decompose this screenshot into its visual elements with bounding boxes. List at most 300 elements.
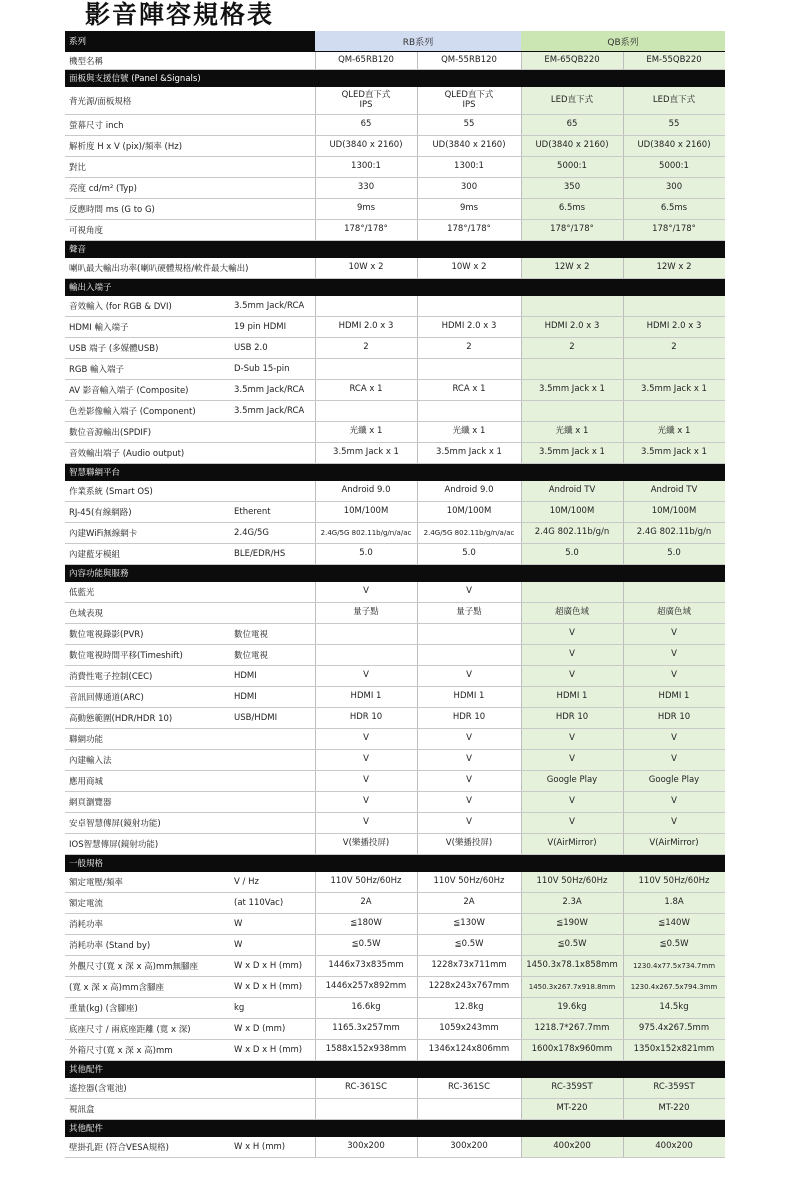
- spec-value: HDR 10: [657, 712, 691, 723]
- spec-row: [65, 603, 725, 624]
- spec-label: 內建WiFi無線網卡: [69, 529, 138, 539]
- spec-value: V: [671, 754, 677, 765]
- spec-value: ≦140W: [658, 918, 690, 929]
- spec-value: 55: [463, 119, 475, 130]
- spec-label: 反應時間 ms (G to G): [69, 205, 155, 215]
- spec-value: V: [363, 796, 369, 807]
- spec-value: 110V 50Hz/60Hz: [330, 876, 402, 887]
- spec-sub: V / Hz: [234, 877, 259, 887]
- spec-value: 10W x 2: [451, 262, 487, 273]
- spec-row: [65, 136, 725, 157]
- spec-value: ≦190W: [556, 918, 588, 929]
- spec-value: 12.8kg: [454, 1002, 484, 1013]
- spec-label: 重量(kg) (含腳座): [69, 1004, 138, 1014]
- spec-value: 1446x73x835mm: [328, 960, 404, 971]
- spec-sub: (at 110Vac): [234, 898, 284, 908]
- spec-label: 消耗功率 (Stand by): [69, 941, 151, 951]
- spec-value: V: [569, 796, 575, 807]
- spec-value: [315, 359, 417, 379]
- spec-value: 5.0: [462, 548, 476, 559]
- spec-value: 14.5kg: [659, 1002, 689, 1013]
- spec-value: 12W x 2: [554, 262, 590, 273]
- spec-value: [315, 624, 417, 644]
- spec-value: HDMI 1: [556, 691, 588, 702]
- spec-value: [521, 401, 623, 421]
- spec-value: 300x200: [450, 1141, 488, 1152]
- spec-value: [417, 645, 521, 665]
- spec-label: 額定電流: [69, 899, 104, 909]
- spec-value: HDMI 1: [453, 691, 485, 702]
- spec-sub: W x D x H (mm): [234, 961, 303, 971]
- spec-value: 300: [665, 182, 683, 193]
- spec-value: 1230.4x267.5x794.3mm: [630, 982, 718, 991]
- spec-label: 壁掛孔距 (符合VESA規格): [69, 1143, 169, 1153]
- spec-value: HDMI 2.0 x 3: [441, 321, 497, 332]
- section-header: [65, 1061, 725, 1078]
- spec-label: 底座尺寸 / 兩底座距離 (寬 x 深): [69, 1025, 191, 1035]
- spec-value: 10M/100M: [343, 506, 389, 517]
- spec-value: 6.5ms: [558, 203, 586, 214]
- spec-value: ≦0.5W: [351, 939, 381, 950]
- spec-value: V: [466, 754, 472, 765]
- spec-value: 10M/100M: [446, 506, 492, 517]
- spec-row: [65, 502, 725, 523]
- spec-row: [65, 771, 725, 792]
- model-label: 機型名稱: [69, 56, 104, 67]
- spec-value: ≦180W: [350, 918, 382, 929]
- spec-value: 178°/178°: [652, 224, 696, 235]
- spec-value: 超廣色域: [656, 607, 691, 618]
- spec-row: [65, 220, 725, 241]
- spec-sub: 19 pin HDMI: [234, 322, 287, 332]
- spec-value: V(AirMirror): [547, 838, 597, 849]
- spec-value: 110V 50Hz/60Hz: [638, 876, 710, 887]
- spec-value: RCA x 1: [349, 384, 383, 395]
- spec-value: V: [671, 796, 677, 807]
- spec-value: UD(3840 x 2160): [535, 140, 609, 151]
- spec-value: HDMI 2.0 x 3: [646, 321, 702, 332]
- section-header: [65, 70, 725, 87]
- spec-value: ≦130W: [453, 918, 485, 929]
- spec-value: 1218.7*267.7mm: [534, 1023, 610, 1034]
- spec-label: 額定電壓/頻率: [69, 878, 123, 888]
- spec-value: V: [569, 754, 575, 765]
- spec-value: 1165.3x257mm: [332, 1023, 400, 1034]
- spec-row: [65, 1019, 725, 1040]
- spec-value: 16.6kg: [351, 1002, 381, 1013]
- spec-value: V: [671, 649, 677, 660]
- spec-value: V(樂播投屏): [342, 838, 390, 849]
- spec-sub: D-Sub 15-pin: [234, 364, 290, 374]
- spec-value: 量子點: [353, 607, 379, 618]
- spec-label: HDMI 輸入端子: [69, 323, 129, 333]
- spec-label: 可視角度: [69, 226, 104, 236]
- spec-value: 5000:1: [557, 161, 587, 172]
- spec-label: 音訊回傳通道(ARC): [69, 693, 144, 703]
- section-title: 其他配件: [69, 1124, 104, 1134]
- spec-label: 對比: [69, 163, 87, 173]
- spec-value: LED直下式: [550, 94, 594, 105]
- series-row: [65, 31, 725, 52]
- spec-value: 300: [460, 182, 478, 193]
- spec-label: 音效輸出端子 (Audio output): [69, 449, 185, 459]
- spec-value: 2A: [463, 897, 475, 908]
- spec-value: MT-220: [658, 1103, 690, 1114]
- spec-label: 數位音源輸出(SPDIF): [69, 428, 152, 438]
- spec-value: V: [363, 733, 369, 744]
- spec-value: 1588x152x938mm: [325, 1044, 407, 1055]
- spec-value: Android 9.0: [341, 485, 391, 496]
- spec-value: 3.5mm Jack x 1: [539, 384, 605, 395]
- spec-value: 1346x124x806mm: [428, 1044, 510, 1055]
- spec-value: 400x200: [655, 1141, 693, 1152]
- spec-value: 300x200: [347, 1141, 385, 1152]
- spec-value: V: [671, 628, 677, 639]
- spec-value: [417, 624, 521, 644]
- spec-row: [65, 1137, 725, 1158]
- spec-row: [65, 87, 725, 115]
- spec-value: V: [466, 733, 472, 744]
- spec-value: RC-361SC: [447, 1082, 491, 1093]
- model-row: [65, 52, 725, 70]
- spec-value: V: [466, 670, 472, 681]
- spec-label: 內建輸入法: [69, 756, 112, 766]
- spec-value: 1228x73x711mm: [431, 960, 507, 971]
- spec-value: 110V 50Hz/60Hz: [433, 876, 505, 887]
- spec-value: 1446x257x892mm: [325, 981, 407, 992]
- spec-label: RJ-45(有線網路): [69, 508, 132, 518]
- spec-value: 3.5mm Jack x 1: [539, 447, 605, 458]
- spec-value: 1300:1: [454, 161, 484, 172]
- spec-row: [65, 199, 725, 220]
- spec-value: 1059x243mm: [439, 1023, 499, 1034]
- spec-row: [65, 893, 725, 914]
- spec-label: 安卓智慧傳屏(鏡射功能): [69, 819, 161, 829]
- spec-row: [65, 977, 725, 998]
- spec-label: 高動態範圍(HDR/HDR 10): [69, 714, 173, 724]
- spec-row: [65, 178, 725, 199]
- spec-value: [315, 1099, 417, 1119]
- section-title: 聲音: [69, 245, 87, 255]
- spec-label: 作業系統 (Smart OS): [69, 487, 153, 497]
- spec-value: 1350x152x821mm: [633, 1044, 715, 1055]
- spec-value: UD(3840 x 2160): [329, 140, 403, 151]
- spec-value: RCA x 1: [452, 384, 486, 395]
- spec-value: V: [671, 733, 677, 744]
- spec-value: [315, 401, 417, 421]
- spec-value: Google Play: [546, 775, 598, 786]
- spec-value: QLED直下式 IPS: [444, 89, 494, 110]
- spec-value: 1450.3x78.1x858mm: [526, 960, 618, 971]
- section-title: 內容功能與服務: [69, 569, 129, 579]
- spec-value: HDR 10: [349, 712, 383, 723]
- section-header: [65, 241, 725, 258]
- spec-value: HDR 10: [555, 712, 589, 723]
- spec-value: V: [671, 670, 677, 681]
- spec-row: [65, 258, 725, 279]
- spec-label: 應用商城: [69, 777, 104, 787]
- spec-value: [521, 359, 623, 379]
- spec-value: Android 9.0: [444, 485, 494, 496]
- spec-value: 1.8A: [664, 897, 684, 908]
- spec-label: 亮度 cd/m² (Typ): [69, 184, 137, 194]
- spec-value: HDMI 2.0 x 3: [544, 321, 600, 332]
- spec-value: ≦0.5W: [659, 939, 689, 950]
- section-header: [65, 464, 725, 481]
- spec-value: [417, 296, 521, 316]
- spec-value: 350: [563, 182, 581, 193]
- qb-series-header: QB系列: [521, 31, 725, 51]
- spec-row: [65, 481, 725, 502]
- spec-row: [65, 582, 725, 603]
- spec-value: 1230.4x77.5x734.7mm: [632, 961, 716, 970]
- spec-value: 10M/100M: [651, 506, 697, 517]
- model-name: EM-55QB220: [646, 54, 702, 65]
- section-header: [65, 279, 725, 296]
- spec-value: [623, 359, 725, 379]
- spec-value: V: [466, 817, 472, 828]
- spec-row: [65, 687, 725, 708]
- spec-label: 外箱尺寸(寬 x 深 x 高)mm: [69, 1046, 173, 1056]
- spec-sub: W: [234, 919, 243, 929]
- spec-value: V: [363, 754, 369, 765]
- spec-row: [65, 443, 725, 464]
- spec-label: 聯網功能: [69, 735, 104, 745]
- spec-row: [65, 523, 725, 544]
- section-title: 智慧聯網平台: [69, 468, 121, 478]
- spec-row: [65, 750, 725, 771]
- spec-row: [65, 1040, 725, 1061]
- series-label: 系列: [69, 37, 87, 47]
- spec-value: 1600x178x960mm: [531, 1044, 613, 1055]
- spec-value: 400x200: [553, 1141, 591, 1152]
- spec-value: 2.4G 802.11b/g/n: [636, 527, 712, 538]
- spec-row: [65, 296, 725, 317]
- section-title: 輸出入端子: [69, 283, 112, 293]
- spec-row: [65, 998, 725, 1019]
- spec-row: [65, 157, 725, 178]
- spec-row: [65, 729, 725, 750]
- spec-value: 55: [668, 119, 680, 130]
- spec-value: RC-359ST: [653, 1082, 695, 1093]
- spec-value: [417, 1099, 521, 1119]
- spec-value: 12W x 2: [656, 262, 692, 273]
- spec-value: V: [569, 733, 575, 744]
- section-header: [65, 855, 725, 872]
- spec-value: 6.5ms: [660, 203, 688, 214]
- spec-value: 1450.3x267.7x918.8mm: [528, 982, 616, 991]
- spec-value: Android TV: [650, 485, 698, 496]
- spec-value: 3.5mm Jack x 1: [641, 447, 707, 458]
- spec-sub: W: [234, 940, 243, 950]
- spec-label: 音效輸入 (for RGB & DVI): [69, 302, 172, 312]
- spec-sub: USB/HDMI: [234, 713, 278, 723]
- spec-value: V: [569, 649, 575, 660]
- section-header: [65, 1120, 725, 1137]
- spec-value: [417, 401, 521, 421]
- spec-value: V: [569, 628, 575, 639]
- rb-series-header: RB系列: [315, 31, 521, 51]
- spec-value: QLED直下式 IPS: [341, 89, 391, 110]
- spec-value: ≦0.5W: [454, 939, 484, 950]
- spec-row: [65, 914, 725, 935]
- spec-value: [315, 296, 417, 316]
- spec-label: 數位電視錄影(PVR): [69, 630, 144, 640]
- spec-value: 2.4G/5G 802.11b/g/n/a/ac: [423, 528, 515, 537]
- spec-value: [417, 359, 521, 379]
- spec-value: Google Play: [648, 775, 700, 786]
- spec-sub: 數位電視: [234, 651, 269, 661]
- spec-value: 65: [566, 119, 578, 130]
- spec-sub: W x H (mm): [234, 1142, 286, 1152]
- spec-row: [65, 380, 725, 401]
- spec-label: 消費性電子控制(CEC): [69, 672, 153, 682]
- spec-sub: 3.5mm Jack/RCA: [234, 406, 305, 416]
- spec-value: 光纖 x 1: [555, 426, 589, 437]
- spec-sub: 3.5mm Jack/RCA: [234, 385, 305, 395]
- spec-value: V: [466, 796, 472, 807]
- model-name: QM-55RB120: [441, 54, 497, 65]
- spec-value: 2.3A: [562, 897, 582, 908]
- spec-value: 9ms: [356, 203, 376, 214]
- spec-value: 19.6kg: [557, 1002, 587, 1013]
- spec-label: 內建藍牙模組: [69, 550, 121, 560]
- spec-value: HDMI 2.0 x 3: [338, 321, 394, 332]
- spec-value: 975.4x267.5mm: [638, 1023, 710, 1034]
- spec-value: 110V 50Hz/60Hz: [536, 876, 608, 887]
- spec-value: V: [363, 670, 369, 681]
- section-title: 一般規格: [69, 859, 104, 869]
- spec-value: 5000:1: [659, 161, 689, 172]
- spec-value: [623, 401, 725, 421]
- spec-row: [65, 359, 725, 380]
- spec-value: 1300:1: [351, 161, 381, 172]
- spec-value: 1228x243x767mm: [428, 981, 510, 992]
- spec-value: 5.0: [359, 548, 373, 559]
- spec-value: UD(3840 x 2160): [432, 140, 506, 151]
- spec-label: RGB 輸入端子: [69, 365, 125, 375]
- spec-sub: Etherent: [234, 507, 271, 517]
- spec-value: 178°/178°: [344, 224, 388, 235]
- spec-value: 超廣色域: [554, 607, 589, 618]
- spec-row: [65, 708, 725, 729]
- spec-value: V: [569, 670, 575, 681]
- spec-value: 5.0: [667, 548, 681, 559]
- spec-table: [65, 31, 725, 1158]
- spec-value: LED直下式: [652, 94, 696, 105]
- spec-value: MT-220: [556, 1103, 588, 1114]
- spec-row: [65, 645, 725, 666]
- section-header: [65, 565, 725, 582]
- spec-label: 消耗功率: [69, 920, 104, 930]
- spec-label: 外觀尺寸(寬 x 深 x 高)mm無腳座: [69, 962, 199, 972]
- spec-value: RC-361SC: [344, 1082, 388, 1093]
- spec-row: [65, 401, 725, 422]
- spec-row: [65, 317, 725, 338]
- spec-label: 色域表現: [69, 609, 104, 619]
- spec-value: 光纖 x 1: [657, 426, 691, 437]
- spec-row: [65, 1099, 725, 1120]
- spec-value: [623, 582, 725, 602]
- spec-label: (寬 x 深 x 高)mm含腳座: [69, 983, 165, 993]
- spec-row: [65, 792, 725, 813]
- spec-value: 178°/178°: [447, 224, 491, 235]
- spec-value: 2: [671, 342, 677, 353]
- spec-value: V(樂播投屏): [445, 838, 493, 849]
- page-title: 影音陣容規格表: [85, 0, 275, 29]
- spec-value: V: [363, 775, 369, 786]
- spec-sub: HDMI: [234, 671, 257, 681]
- spec-value: 3.5mm Jack x 1: [641, 384, 707, 395]
- spec-row: [65, 422, 725, 443]
- spec-value: 2: [569, 342, 575, 353]
- spec-label: 色差影像輸入端子 (Component): [69, 407, 196, 417]
- spec-sub: BLE/EDR/HS: [234, 549, 286, 559]
- spec-value: 3.5mm Jack x 1: [436, 447, 502, 458]
- spec-value: 178°/178°: [550, 224, 594, 235]
- spec-value: V: [569, 817, 575, 828]
- spec-row: [65, 834, 725, 855]
- spec-value: 光纖 x 1: [452, 426, 486, 437]
- spec-sub: 3.5mm Jack/RCA: [234, 301, 305, 311]
- spec-label: 喇叭最大輸出功率(喇叭硬體規格/軟件最大輸出): [69, 264, 249, 274]
- spec-value: [623, 296, 725, 316]
- spec-value: 2: [363, 342, 369, 353]
- spec-sub: kg: [234, 1003, 245, 1013]
- spec-value: V: [363, 586, 369, 597]
- spec-sub: W x D x H (mm): [234, 982, 303, 992]
- spec-row: [65, 956, 725, 977]
- spec-value: RC-359ST: [551, 1082, 593, 1093]
- spec-sub: W x D (mm): [234, 1024, 286, 1034]
- spec-value: V: [466, 586, 472, 597]
- spec-sub: 2.4G/5G: [234, 528, 269, 538]
- spec-label: 遙控器(含電池): [69, 1084, 127, 1094]
- spec-label: AV 影音輸入端子 (Composite): [69, 386, 189, 396]
- spec-value: V: [671, 817, 677, 828]
- spec-label: 網頁瀏覽器: [69, 798, 112, 808]
- spec-value: V: [363, 817, 369, 828]
- section-title: 面板與支援信號 (Panel &Signals): [69, 74, 201, 84]
- spec-label: USB 端子 (多媒體USB): [69, 344, 159, 354]
- spec-value: UD(3840 x 2160): [637, 140, 711, 151]
- spec-value: 330: [357, 182, 375, 193]
- spec-value: HDMI 1: [350, 691, 382, 702]
- spec-row: [65, 872, 725, 893]
- spec-value: 9ms: [459, 203, 479, 214]
- spec-value: 10W x 2: [348, 262, 384, 273]
- spec-row: [65, 666, 725, 687]
- spec-sub: 數位電視: [234, 630, 269, 640]
- spec-row: [65, 813, 725, 834]
- spec-value: 2.4G 802.11b/g/n: [534, 527, 610, 538]
- spec-value: 2: [466, 342, 472, 353]
- spec-value: ≦0.5W: [557, 939, 587, 950]
- spec-value: 5.0: [565, 548, 579, 559]
- spec-value: 2.4G/5G 802.11b/g/n/a/ac: [320, 528, 412, 537]
- spec-label: 視訊盒: [69, 1105, 95, 1115]
- spec-row: [65, 115, 725, 136]
- spec-sub: HDMI: [234, 692, 257, 702]
- spec-value: 10M/100M: [549, 506, 595, 517]
- spec-value: HDMI 1: [658, 691, 690, 702]
- spec-row: [65, 544, 725, 565]
- spec-value: Android TV: [548, 485, 596, 496]
- spec-label: 背光源/面板規格: [69, 96, 132, 107]
- spec-row: [65, 624, 725, 645]
- spec-value: HDR 10: [452, 712, 486, 723]
- spec-label: 解析度 H x V (pix)/頻率 (Hz): [69, 142, 183, 152]
